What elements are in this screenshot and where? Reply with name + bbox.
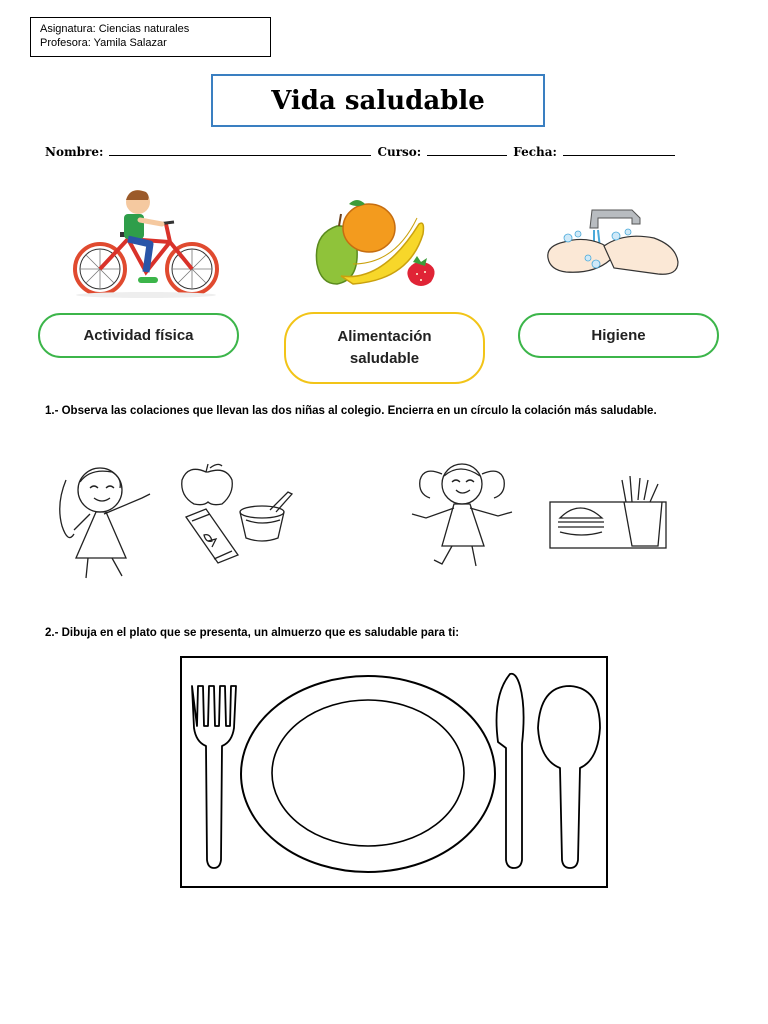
question-2: 2.- Dibuja en el plato que se presenta, un almuerzo que es saludable para ti: bbox=[45, 627, 460, 639]
date-field[interactable] bbox=[563, 144, 675, 156]
burger-fries-icon bbox=[546, 474, 670, 552]
apple-icon bbox=[178, 462, 236, 506]
student-fields bbox=[45, 144, 725, 159]
subject-text: Asignatura: Ciencias naturales bbox=[40, 23, 190, 35]
category-activity bbox=[38, 313, 239, 358]
handwashing-icon bbox=[544, 202, 682, 280]
question-1: 1.- Observa las colaciones que llevan las dos niñas al colegio. Encierra en un círculo la colación más saludable. bbox=[45, 405, 657, 417]
category-activity-label: Actividad física bbox=[83, 326, 194, 344]
category-food-line1: Alimentación bbox=[337, 328, 432, 345]
category-hygiene bbox=[518, 313, 719, 358]
category-food bbox=[284, 312, 485, 384]
page-title: Vida saludable bbox=[211, 74, 545, 127]
header-box bbox=[30, 17, 271, 57]
bicycle-icon bbox=[70, 184, 222, 299]
course-field[interactable] bbox=[427, 144, 507, 156]
category-food-line2: saludable bbox=[349, 350, 420, 367]
category-hygiene-label: Higiene bbox=[591, 326, 646, 344]
date-label: Fecha: bbox=[513, 145, 557, 159]
plate-inner bbox=[272, 700, 464, 846]
plate-placemat[interactable] bbox=[180, 656, 608, 888]
course-label: Curso: bbox=[377, 145, 422, 159]
name-field[interactable] bbox=[109, 144, 371, 156]
cereal-bar-icon bbox=[182, 505, 242, 565]
teacher-text: Profesora: Yamila Salazar bbox=[40, 37, 167, 49]
girl-left-drawing bbox=[46, 464, 166, 582]
fruits-icon bbox=[313, 194, 445, 290]
yogurt-icon bbox=[236, 488, 296, 544]
girl-right-drawing bbox=[404, 460, 522, 572]
name-label: Nombre: bbox=[45, 145, 104, 159]
